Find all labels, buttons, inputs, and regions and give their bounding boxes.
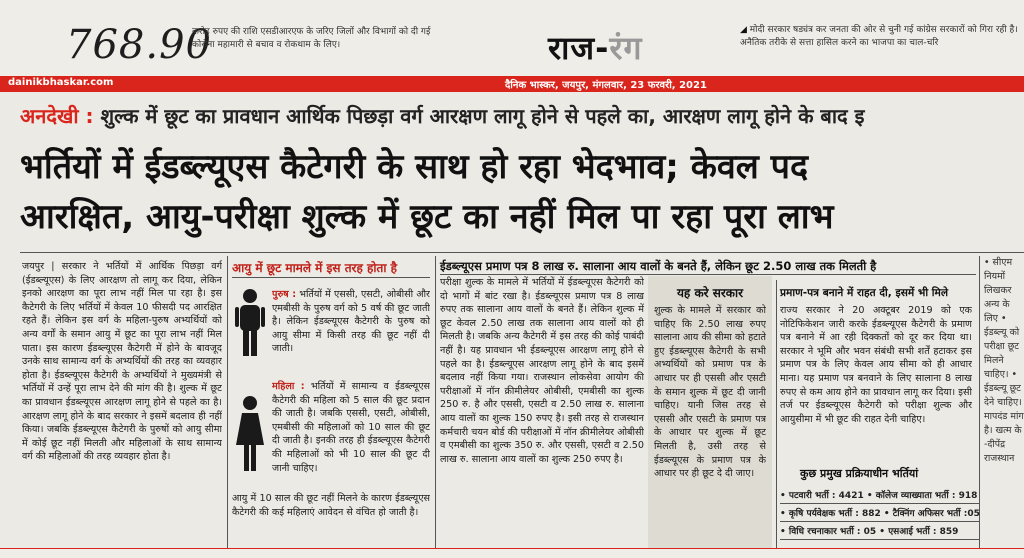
woman-icon xyxy=(234,395,266,477)
subhead-rule xyxy=(440,274,976,275)
recommendation-title: यह करे सरकार xyxy=(676,286,744,300)
box-rule xyxy=(232,277,430,278)
recruitment-list xyxy=(780,486,980,540)
recommendation-text: शुल्क के मामले में सरकार को चाहिए कि 2.50 लाख रुपए सालाना आय की सीमा को हटाते हुए ईडब्ल्यूएस कैटेगरी के सभी अभ्यर्थियों को प्रमाण पत्र के आधार पर ही एससी और एसटी के समान शुल्क में छूट दी जानी चाहिए। यानी जिस तरह से एससी और एसटी के प्रमाण पत्र के आधार पर शुल्क में छूट मिलती है, उसी तरह से ईडब्ल्यूएस के प्रमाण पत्र के आधार पर ही छूट दे दी जाए। xyxy=(654,305,766,480)
age-box-footer: आयु में 10 साल की छूट नहीं मिलने के कारण ईडब्ल्यूएस कैटेगरी की कई महिलाएं आवेदन से वंचित हो जाती है। xyxy=(232,493,430,518)
column-divider xyxy=(227,256,228,552)
side-quote: ◢ मोदी सरकार षड्यंत्र कर जनता की ओर से चुनी गई कांग्रेस सरकारों को गिरा रही है। अनैतिक तरीके से सत्ता हासिल करने का भाजपा का चाल-चरि xyxy=(740,24,1024,50)
relief-subhead: प्रमाण-पत्र बनाने में राहत दी, इसमें भी मिले xyxy=(780,287,949,299)
column-divider xyxy=(776,280,777,552)
man-body: भर्तियों में एससी, एसटी, ओबीसी और एमबीसी के पुरुष वर्ग को 5 वर्ष की छूट जाती है। लेकिन ईडब्ल्यूएस कैटेगरी के पुरुष को आयु सीमा में किसी तरह की छूट नहीं दी जाती। xyxy=(272,289,430,355)
highlight-number-note: करोड़ रुपए की राशि एसडीआरएफ के जरिए जिलों और विभागों को दी गई कोरोना महामारी से बचाव व रोकथाम के लिए। xyxy=(192,27,431,50)
column-divider xyxy=(435,256,436,552)
list-item: • पटवारी भर्ती : 4421 • कॉलेज व्याख्याता भर्ती : 918 xyxy=(780,486,980,504)
woman-body: भर्तियों में सामान्य व ईडब्ल्यूएस कैटेगरी की महिला को 5 साल की छूट प्रदान की जाती है। जबकि एससी, एसटी, ओबीसी, एमबीसी की महिलाओं को 10 साल की छूट दी जाती है। इनकी तरह ही ईडब्ल्यूएस कैटेगरी की महिलाओं को भी 10 साल की छूट दी जानी चाहिए। xyxy=(272,381,430,474)
dateline: दैनिक भास्कर, जयपुर, मंगलवार, 23 फरवरी, 2021 xyxy=(505,80,707,91)
brand-accent: रंग xyxy=(609,29,643,67)
brand-dash: - xyxy=(595,29,610,67)
woman-text xyxy=(272,380,430,488)
list-item: • कृषि पर्यवेक्षक भर्ती : 882 • टैक्निंग अफिसर भर्ती :05 xyxy=(780,504,980,522)
headline-line-2: आरक्षित, आयु-परीक्षा शुल्क में छूट का नहीं मिल पा रहा पूरा लाभ xyxy=(20,197,834,237)
man-text xyxy=(272,288,430,368)
headline-line-1: भर्तियों में ईडब्ल्यूएस कैटेगरी के साथ हो रहा भेदभाव; केवल पद xyxy=(20,147,808,187)
headline xyxy=(20,142,1020,242)
recruitment-list-title: कुछ प्रमुख प्रक्रियाधीन भर्तियां xyxy=(800,467,919,480)
site-url: dainikbhaskar.com xyxy=(8,77,114,88)
relief-text: राज्य सरकार ने 20 अक्टूबर 2019 को एक नोटिफिकेशन जारी करके ईडब्ल्यूएस कैटेगरी के प्रमाण पत्र बनाने में आ रही दिक्कतों को दूर कर दिया था। सरकार ने भूमि और भवन संबंधी सभी शर्तें हटाकर इस प्रमाण पत्र के लिए केवल आय सीमा को ही आधार माना। यह प्रमाण पत्र बनवाने के लिए सालाना 8 लाख रुपए से कम आय होने का प्रावधान लागू कर दिया। इसी तर्ज पर ईडब्ल्यूएस कैटेगरी को परीक्षा शुल्क और आयुसीमा में भी छूट की राहत देनी चाहिए। xyxy=(780,305,972,425)
highlight-number: 768.90 xyxy=(66,22,212,68)
brand-main: राज xyxy=(548,29,596,67)
article-column-1: जयपुर | सरकार ने भर्तियों में आर्थिक पिछड़ा वर्ग (ईडब्ल्यूएस) के लिए आरक्षण तो लागू कर दिया, लेकिन इनको आरक्षण का पूरा लाभ नहीं मिल पा रहा है। इस कैटेगरी के लिए भर्तियों में केवल 10 फीसदी पद आरक्षित रहते हैं। लेकिन इस वर्ग के महिला-पुरुष अभ्यर्थियों को अन्य वर्गों के समान आयु में छूट का पूरा लाभ नहीं मिल पाता। इस कारण ईडब्ल्यूएस कैटेगरी में होने के बावजूद उनके साथ सामान्य वर्ग के अभ्यर्थियों की तरह का व्यवहार होता है। ईडब्ल्यूएस कैटेगरी के अभ्यर्थियों ने मुख्यमंत्री से भर्तियों में उन्हें पूरा लाभ देने की मांग की है। शुल्क में छूट का प्रावधान ईडब्ल्यूएस आरक्षण लागू होने से पहले का है। आरक्षण लागू होने के बाद सरकार ने इसमें बदलाव ही नहीं किया। जबकि ईडब्ल्यूएस कैटेगरी के पुरुषों को आयु सीमा में कोई छूट नहीं मिलती और महिलाओं के साथ सामान्य वर्ग की महिलाओं की तरह व्यवहार होता है। xyxy=(22,261,222,463)
list-item: • विधि रचनाकार भर्ती : 05 • एसआई भर्ती : 859 xyxy=(780,522,980,540)
man-label: पुरुष : xyxy=(272,289,297,300)
age-box-title: आयु में छूट मामले में इस तरह होता है xyxy=(232,261,397,275)
kicker-text: शुल्क में छूट का प्रावधान आर्थिक पिछड़ा वर्ग आरक्षण लागू होने से पहले का, आरक्षण लागू होने के बाद इ xyxy=(100,104,865,128)
man-icon xyxy=(234,288,266,362)
article-column-3: परीक्षा शुल्क के मामले में भर्तियों में ईडब्ल्यूएस कैटेगरी को दो भागों में बांट रखा है। ईडब्ल्यूएस प्रमाण पत्र 8 लाख रुपए तक सालाना आय वालों के बनते हैं। लेकिन शुल्क में छूट केवल 2.50 लाख तक सालाना आय वालों को ही मिलती है। जबकि अन्य कैटेगरी में इस तरह की कोई पाबंदी नहीं है। यह प्रावधान भी ईडब्ल्यूएस आरक्षण लागू होने से पहले का है। ईडब्ल्यूएस आरक्षण लागू होने के बाद इसमें बदलाव नहीं किया गया। राजस्थान लोकसेवा आयोग की परीक्षाओं में नॉन क्रीमीलेयर ओबीसी, एमबीसी का शुल्क 250 रु. है और एससी, एसटी व 2.50 लाख रु. सालाना आय वालों का शुल्क 150 रुपए है। इसी तरह से राजस्थान कर्मचारी चयन बोर्ड की परीक्षाओं में नॉन क्रीमीलेयर ओबीसी व एमबीसी का शुल्क 350 रु. और एससी, एसटी व 2.50 लाख रु. सालाना आय वालों का शुल्क 250 रुपए है। xyxy=(440,277,644,465)
woman-label: महिला : xyxy=(272,381,305,392)
section-rule xyxy=(20,252,1024,253)
page-brand xyxy=(548,26,643,69)
certificate-subhead: ईडब्ल्यूएस प्रमाण पत्र 8 लाख रु. सालाना आय वालों के बनते हैं, लेकिन छूट 2.50 लाख तक मिलती है xyxy=(440,259,877,273)
kicker-label: अनदेखी : xyxy=(20,104,94,128)
kicker xyxy=(20,102,864,129)
adjacent-column: • सीएम नियमों लिखकर अन्य के लिए • ईडब्ल्यू को परीक्षा छूट मिलने चाहिए। • ईडब्ल्यू छूट देने चाहिए। मापदंड मांग है। खत्म के -दीपेंद्र राजस्थान xyxy=(984,257,1024,464)
